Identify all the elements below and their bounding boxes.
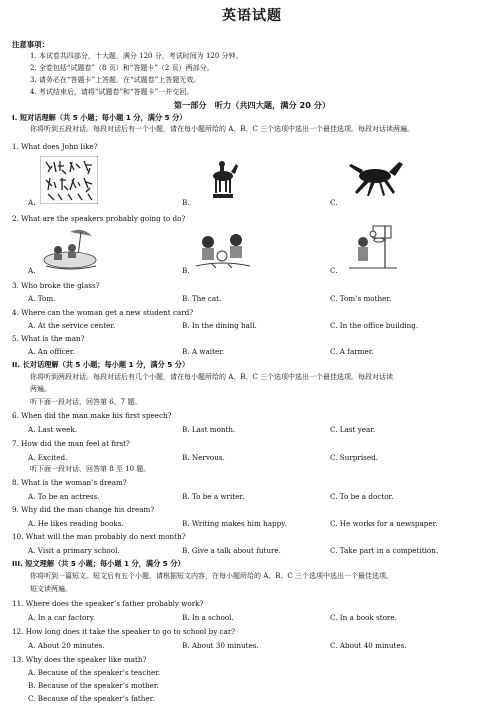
horse-statue-image xyxy=(205,154,241,206)
option-c: C. xyxy=(330,266,338,275)
option-c: C. In a book store. xyxy=(330,613,397,622)
section-title: III. 短文理解（共 5 小题；每小题 1 分，满分 5 分） xyxy=(12,559,185,568)
question-text: 1. What does John like? xyxy=(12,142,98,151)
option-c: C. In the office building. xyxy=(330,321,419,330)
option-b: B. xyxy=(182,198,190,207)
beach-picnic-image xyxy=(40,226,102,272)
option-b: B. Because of the speaker’s mother. xyxy=(28,681,159,690)
question-text: 12. How long does it take the speaker to go to school by car? xyxy=(12,627,236,636)
option-b: B. Nervous. xyxy=(182,453,225,462)
question-text: 3. Who broke the glass? xyxy=(12,281,100,290)
option-c: C. Take part in a competition. xyxy=(330,546,439,555)
section-instructions: 短文读两遍。 xyxy=(30,585,72,593)
section-instructions: 两遍。 xyxy=(30,385,51,393)
option-a: A. About 20 minutes. xyxy=(28,641,105,650)
notice-item: 2. 全卷包括“试题卷”（8 页）和“答题卡”（2 页）两部分。 xyxy=(30,64,214,72)
question-text: 2. What are the speakers probably going to do? xyxy=(12,214,186,223)
option-a: A. xyxy=(28,198,36,207)
calligraphy-image xyxy=(40,156,98,204)
option-c: C. Last year. xyxy=(330,425,376,434)
option-b: B. In the dining hall. xyxy=(182,321,257,330)
option-a: A. Because of the speaker’s teacher. xyxy=(28,668,161,677)
option-a: A. He likes reading books. xyxy=(28,519,124,528)
question-text: 8. What is the woman’s dream? xyxy=(12,478,127,487)
option-a: A. Last week. xyxy=(28,425,77,434)
part-title: 第一部分 听力（共四大题，满分 20 分） xyxy=(173,100,331,110)
option-b: B. xyxy=(182,266,190,275)
question-text: 7. How did the man feel at first? xyxy=(12,439,130,448)
option-b: B. A waiter. xyxy=(182,347,225,356)
option-c: C. He works for a newspaper. xyxy=(330,519,438,528)
option-a: A. In a car factory. xyxy=(28,613,96,622)
question-text: 5. What is the man? xyxy=(12,334,85,343)
notice-item: 4. 考试结束后，请将“试题卷”和“答题卡”一并交回。 xyxy=(30,88,194,96)
option-b: B. In a school. xyxy=(182,613,234,622)
section-title: II. 长对话理解（共 5 小题；每小题 1 分，满分 5 分） xyxy=(12,360,190,369)
option-a: A. xyxy=(28,266,36,275)
page-title: 英语试题 xyxy=(222,8,282,24)
kids-playing-image xyxy=(192,226,254,272)
option-c: C. Surprised. xyxy=(330,453,378,462)
section-title: I. 短对话理解（共 5 小题；每小题 1 分，满分 5 分） xyxy=(12,113,187,122)
option-a: A. Tom. xyxy=(28,294,56,303)
option-c: C. To be a doctor. xyxy=(330,492,394,501)
listen-note: 听下面一段对话，回答第 6、7 题。 xyxy=(30,398,142,406)
option-b: B. To be a writer. xyxy=(182,492,245,501)
question-text: 4. Where can the woman get a new student card? xyxy=(12,308,194,317)
question-text: 11. Where does the speaker’s father probably work? xyxy=(12,599,204,608)
question-text: 13. Why does the speaker like math? xyxy=(12,655,147,664)
option-a: A. An officer. xyxy=(28,347,75,356)
notice-item: 1. 本试卷共四部分，十大题，满分 120 分，考试时间为 120 分钟。 xyxy=(30,52,243,60)
option-c: C. Because of the speaker’s father. xyxy=(28,694,155,703)
galloping-horse-image xyxy=(345,152,407,202)
option-b: B. Writing makes him happy. xyxy=(182,519,287,528)
section-instructions: 你将听到两段对话。每段对话后有几个小题，请在每小题所给的 A、B、C 三个选项中选出一个最佳选项。每段对话读 xyxy=(30,373,394,381)
option-a: A. Visit a primary school. xyxy=(28,546,120,555)
notice-item: 3. 请务必在“答题卡”上答题，在“试题卷”上答题无效。 xyxy=(30,76,201,84)
question-text: 9. Why did the man change his dream? xyxy=(12,505,155,514)
question-text: 6. When did the man make his first speech? xyxy=(12,411,172,420)
option-c: C. A farmer. xyxy=(330,347,374,356)
option-a: A. At the service center. xyxy=(28,321,116,330)
listen-note: 听下面一段对话，回答第 8 至 10 题。 xyxy=(30,465,151,473)
question-text: 10. What will the man probably do next month? xyxy=(12,532,186,541)
option-c: C. xyxy=(330,198,338,207)
option-b: B. Last month. xyxy=(182,425,236,434)
option-c: C. About 40 minutes. xyxy=(330,641,407,650)
option-b: B. The cat. xyxy=(182,294,222,303)
option-b: B. Give a talk about future. xyxy=(182,546,281,555)
option-a: A. Excited. xyxy=(28,453,68,462)
section-instructions: 你将听到一篇短文。短文后有五个小题，请根据短文内容，在每小题所给的 A、B、C 三个选项中选出一个最佳选项。 xyxy=(30,572,394,580)
option-a: A. To be an actress. xyxy=(28,492,100,501)
basketball-court-image xyxy=(345,222,401,272)
option-b: B. About 30 minutes. xyxy=(182,641,259,650)
option-c: C. Tom’s mother. xyxy=(330,294,392,303)
notice-heading: 注意事项： xyxy=(12,40,49,49)
section-instructions: 你将听到五段对话。每段对话后有一个小题，请在每小题所给的 A、B、C 三个选项中选出一个最佳选项。每段对话读两遍。 xyxy=(30,125,415,133)
